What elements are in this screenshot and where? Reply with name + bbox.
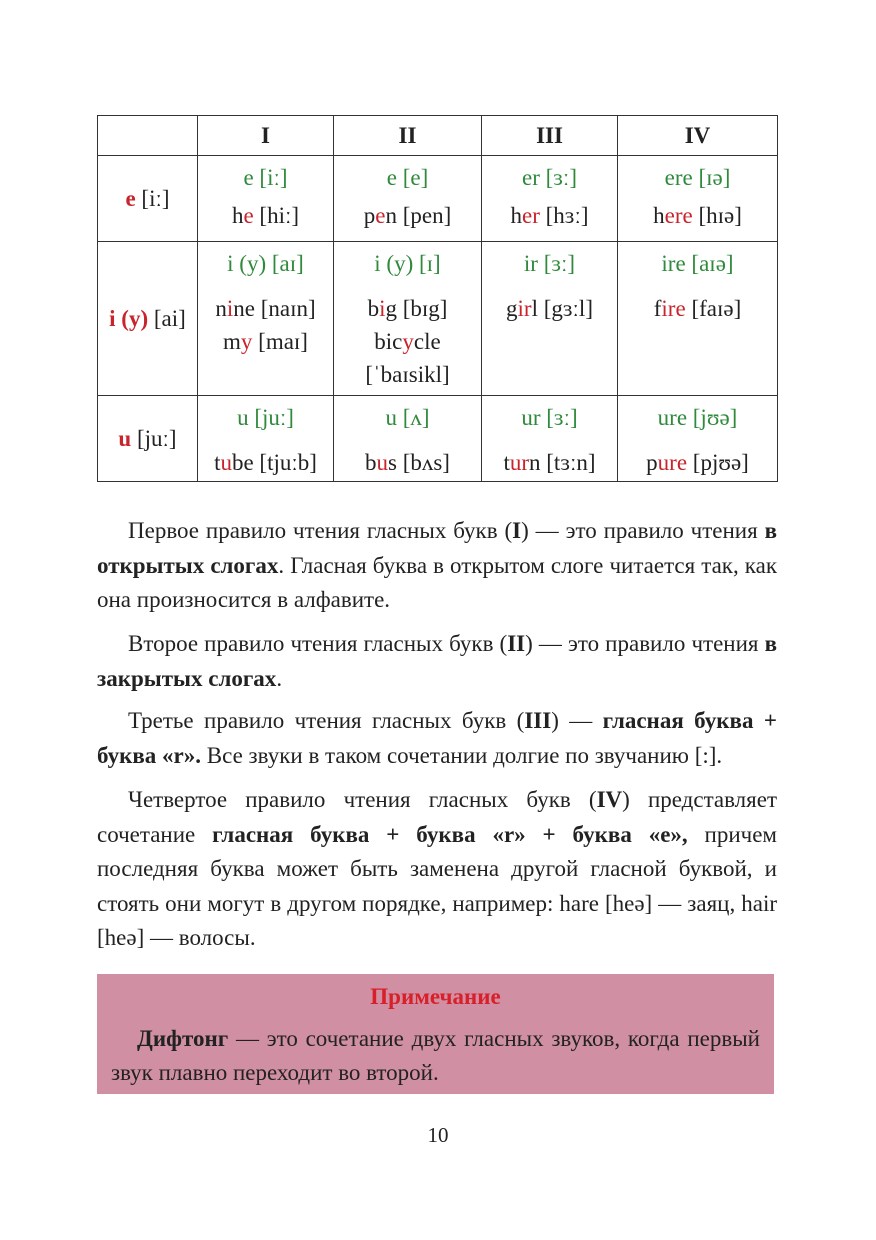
vowel-rules-table [97, 115, 778, 482]
example-word: here [hɪə] [653, 203, 742, 228]
note-definition: — это сочетание двух гласных звуков, когда первый звук плавно переходит во второй. [111, 1026, 760, 1085]
row-letter: e [125, 185, 136, 211]
page-number: 10 [427, 1123, 449, 1147]
example-word: bicycle [374, 329, 441, 354]
rule-pattern: ere [ɪə] [664, 165, 731, 190]
header-cell: IV [618, 116, 778, 156]
rule-cell [198, 156, 334, 242]
header-cell: II [334, 116, 482, 156]
rule-cell [618, 242, 778, 396]
example-word: he [hiː] [231, 203, 300, 228]
table-row [98, 156, 778, 242]
note-term: Дифтонг [137, 1026, 229, 1051]
rule-pattern: er [ɜː] [522, 165, 577, 190]
rule-pattern: ure [jʊə] [657, 405, 738, 430]
paragraph-rule-one: Первое правило чтения гласных букв (I) — это правило чтения в открытых слогах. Гласная буква в открытом слоге читается так, как она произносится в алфавите. [97, 518, 778, 612]
example-word: turn [tɜːn] [503, 450, 596, 475]
header-cell: III [482, 116, 618, 156]
rule-pattern: e [e] [386, 165, 429, 190]
rule-pattern: ur [ɜː] [521, 405, 578, 430]
row-ipa: [juː] [131, 425, 177, 451]
rule-cell [334, 242, 482, 396]
example-word: big [bɪg] [367, 296, 448, 321]
table-row [98, 242, 778, 396]
example-word: pen [pen] [363, 203, 452, 228]
row-head-cell [98, 396, 198, 482]
rule-pattern: u [ʌ] [385, 405, 430, 430]
row-letter: u [118, 425, 132, 451]
rule-cell [334, 156, 482, 242]
rule-cell [618, 156, 778, 242]
rule-pattern: i (y) [ɪ] [374, 251, 441, 276]
table-header-row [98, 116, 778, 156]
paragraph-rule-three: Третье правило чтения гласных букв (III) — гласная буква + буква «r». Все звуки в таком сочетании долгие по звучанию [:]. [97, 708, 777, 768]
row-ipa: [ai] [148, 305, 186, 331]
example-word: tube [tjuːb] [214, 450, 317, 475]
rule-cell [482, 156, 618, 242]
example-word: girl [gɜːl] [506, 296, 593, 321]
paragraph-rule-two: Второе правило чтения гласных букв (II) — это правило чтения в закрытых слогах. [97, 631, 777, 691]
rule-cell [482, 242, 618, 396]
example-word: bus [bʌs] [365, 450, 450, 475]
rule-cell [198, 242, 334, 396]
note-box [97, 974, 774, 1094]
row-head-cell [98, 242, 198, 396]
example-word: nine [naɪn] [215, 296, 316, 321]
row-letter: i (y) [109, 305, 149, 331]
example-transcription: [ˈbaɪsikl] [365, 362, 450, 387]
rule-cell [334, 396, 482, 482]
rule-cell [618, 396, 778, 482]
row-ipa: [iː] [135, 185, 170, 211]
rule-pattern: u [juː] [237, 405, 294, 430]
rule-pattern: ir [ɜː] [523, 251, 576, 276]
header-cell: I [198, 116, 334, 156]
example-word: her [hɜː] [510, 203, 589, 228]
rule-cell [482, 396, 618, 482]
example-word: fire [faɪə] [653, 296, 742, 321]
example-word: my [maɪ] [223, 329, 308, 354]
table-row [98, 396, 778, 482]
example-word: pure [pjʊə] [646, 450, 749, 475]
rule-pattern: i (y) [aɪ] [227, 251, 304, 276]
note-title: Примечание [370, 984, 501, 1009]
rule-pattern: e [iː] [243, 165, 288, 190]
row-head-cell [98, 156, 198, 242]
rule-cell [198, 396, 334, 482]
note-text [111, 1022, 760, 1090]
header-cell [98, 116, 198, 156]
rule-pattern: ire [aɪə] [661, 251, 734, 276]
paragraph-rule-four: Четвертое правило чтения гласных букв (IV) представляет сочетание гласная буква + буква «r» + буква «e», причем последняя буква может быть заменена другой гласной буквой, и стоять они могут в другом порядке, например: hare [heə] — заяц, hair [heə] — волосы. [97, 787, 777, 950]
